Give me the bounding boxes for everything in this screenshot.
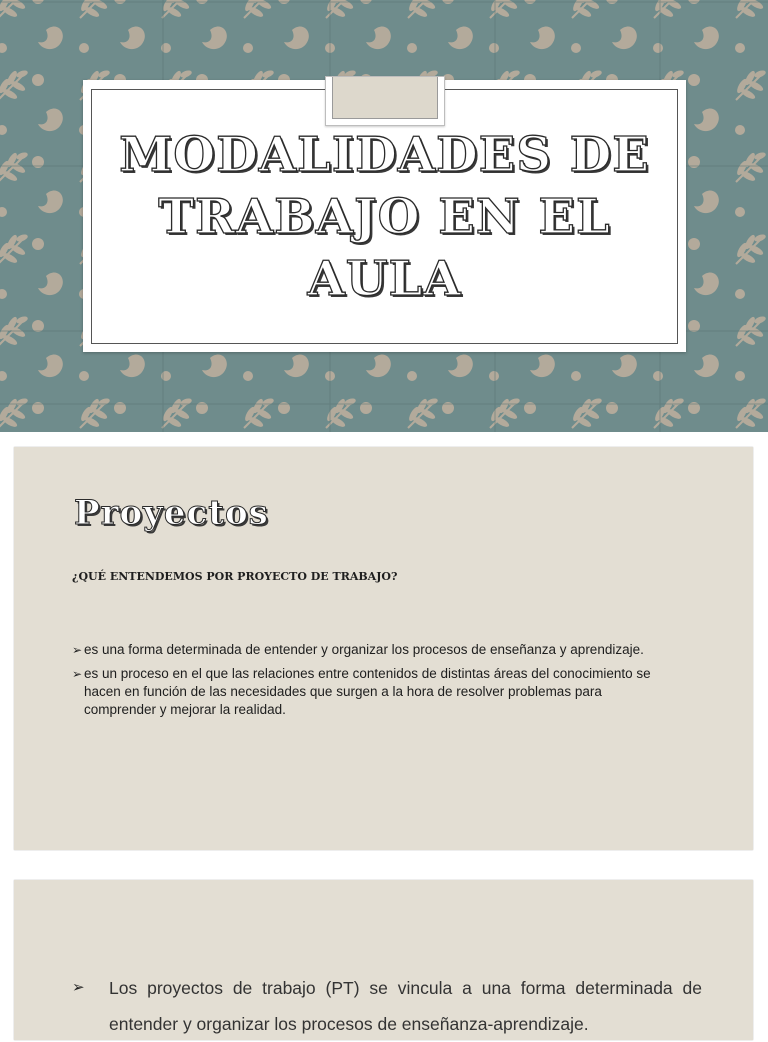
list-item [72,970,702,1042]
list-item [72,641,672,659]
arrowhead-bullet-icon: ➢ [72,643,83,657]
list-item-text: es un proceso en el que las relaciones entre contenidos de distintas áreas del conocimiento se hacen en función de las necesidades que surgen a la hora de resolver problemas para comprender y mejorar la realidad. [84,666,651,717]
slide-question: ¿QUÉ ENTENDEMOS POR PROYECTO DE TRABAJO? [72,570,398,583]
slide-title: MODALIDADES DE TRABAJO EN EL AULA [119,127,650,307]
arrowhead-bullet-icon: ➢ [72,667,83,681]
title-card [83,80,686,352]
slide-heading: Proyectos [74,493,269,533]
list-item [72,665,672,719]
title-card-tab [325,76,445,126]
title-slide [0,0,768,432]
arrowhead-bullet-icon: ➢ [72,979,85,996]
proyectos-slide [14,447,753,850]
bullet-list [72,641,672,725]
list-item-text: Los proyectos de trabajo (PT) se vincula a una forma determinada de entender y organizar los procesos de enseñanza-aprendizaje. [109,978,702,1034]
title-card-tab-inner [332,77,438,119]
list-item-text: es una forma determinada de entender y organizar los procesos de enseñanza y aprendizaje. [84,642,644,657]
proyectos-detail-slide [14,880,753,1040]
